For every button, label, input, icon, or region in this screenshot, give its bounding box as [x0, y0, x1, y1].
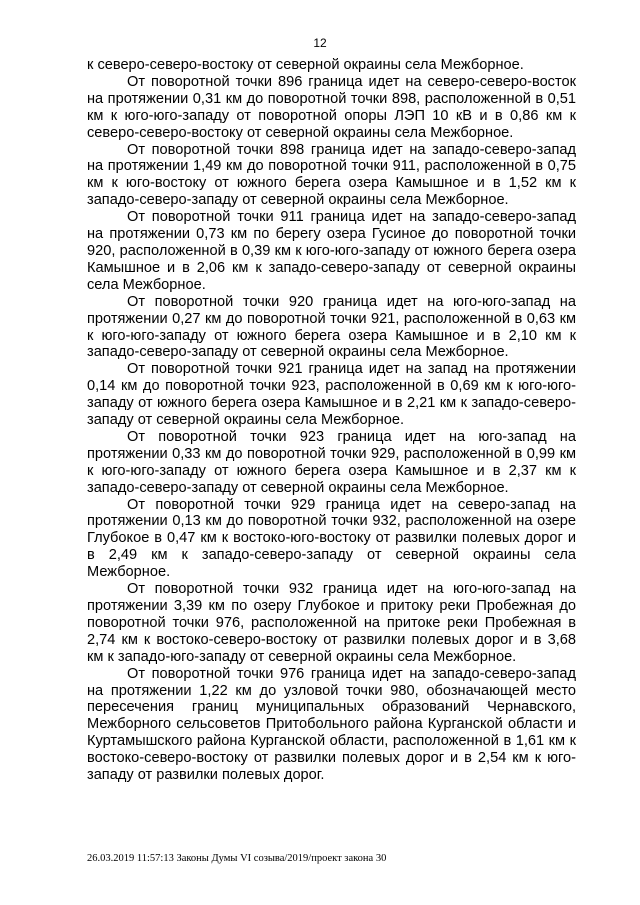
paragraph: От поворотной точки 898 граница идет на западо-северо-запад на протяжении 1,49 км до поворотной точки 911, расположенной в 0,75 км к юго-востоку от южного берега озера Камышное и в 1,52 км к западо-северо-западу от северной окраины села Межборное. — [87, 141, 576, 209]
document-footer: 26.03.2019 11:57:13 Законы Думы VI созыва/2019/проект закона 30 — [87, 853, 387, 864]
paragraph-continuation: к северо-северо-востоку от северной окраины села Межборное. — [87, 57, 524, 73]
paragraph: От поворотной точки 921 граница идет на запад на протяжении 0,14 км до поворотной точки 923, расположенной в 0,69 км к юго-юго-западу от южного берега озера Камышное и в 2,21 км к западо-северо-западу от северной окраины села Межборное. — [87, 361, 576, 429]
document-body — [87, 57, 576, 784]
paragraph: От поворотной точки 923 граница идет на юго-запад на протяжении 0,33 км до поворотной точки 929, расположенной в 0,99 км к юго-юго-западу от южного берега озера Камышное и в 2,37 км к западо-северо-западу от северной окраины села Межборное. — [87, 428, 576, 496]
paragraph: От поворотной точки 932 граница идет на юго-юго-запад на протяжении 3,39 км по озеру Глубокое и притоку реки Пробежная до поворотной точки 976, расположенной на притоке реки Пробежная в 2,74 км к востоко-северо-востоку от развилки полевых дорог и в 3,68 км к западо-юго-западу от северной окраины села Межборное. — [87, 581, 576, 665]
paragraph: От поворотной точки 929 граница идет на северо-запад на протяжении 0,13 км до поворотной точки 932, расположенной на озере Глубокое в 0,47 км к востоко-юго-востоку от развилки полевых дорог и в 2,49 км к западо-северо-западу от северной окраины села Межборное. — [87, 496, 576, 581]
paragraph: От поворотной точки 911 граница идет на западо-северо-запад на протяжении 0,73 км по берегу озера Гусиное до поворотной точки 920, расположенной в 0,39 км к юго-юго-западу от южного берега озера Камышное и в 2,06 км к западо-северо-западу от северной окраины села Межборное. — [87, 209, 576, 293]
page-number: 12 — [313, 36, 327, 50]
paragraph: От поворотной точки 976 граница идет на западо-северо-запад на протяжении 1,22 км до узловой точки 980, обозначающей место пересечения границ муниципальных образований Чернавского, Межборного сельсоветов Притобольного района Курганской области и Куртамышского района Курганской области, расположенной в 1,61 км к востоко-северо-востоку от развилки полевых дорог и в 2,54 км к юго-западу от развилки полевых дорог. — [87, 665, 576, 784]
paragraph: От поворотной точки 920 граница идет на юго-юго-запад на протяжении 0,27 км до поворотной точки 921, расположенной в 0,63 км к юго-юго-западу от южного берега озера Камышное и в 2,10 км к западо-северо-западу от северной окраины села Межборное. — [87, 293, 576, 361]
paragraph: От поворотной точки 896 граница идет на северо-северо-восток на протяжении 0,31 км до поворотной точки 898, расположенной в 0,51 км к юго-юго-западу от поворотной опоры ЛЭП 10 кВ и в 0,86 км к северо-северо-востоку от северной окраины села Межборное. — [87, 73, 576, 141]
